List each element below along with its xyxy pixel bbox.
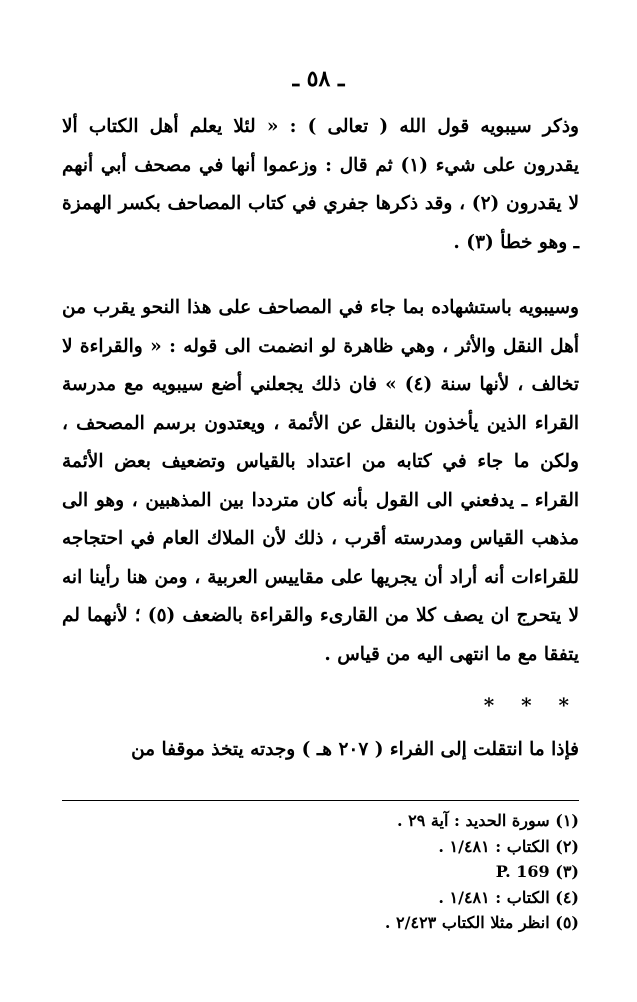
footnote-4: (٤) الكتاب : ١/٤٨١ . [438,887,579,907]
footnote-3: (٣) P. 169 [495,862,579,881]
body-text [62,108,579,769]
paragraph-sibawayh-analysis: وسيبويه باستشهاده بما جاء في المصاحف على هذا النحو يقرب من أهل النقل والأثر ، وهي ظاهرة لو انضمت الى قوله : « والقراءة لا تخالف ، لأنها سنة (٤) » فان ذلك يجعلني أضع سيبويه مع مدرسة القراء الذين يأخذون بالنقل عن الأئمة ، ويعتدون برسم المصحف ، ولكن ما جاء في كتابه من اعتداد بالقياس وتضعيف بعض الأئمة القراء ـ يدفعني الى القول بأنه كان مترددا بين المذهبين ، وهو الى مذهب القياس ومدرسته أقرب ، ذلك لأن الملاك العام في احتجاجه للقراءات أنه أراد أن يجريها على مقاييس العربية ، ومن هنا رأينا انه لا يتحرج ان يصف كلا من القارىء والقراءة بالضعف (٥) ؛ لأنهما لم يتفقا مع ما انتهى اليه من قياس . [62,297,580,665]
paragraph-gap [62,262,579,289]
footnotes-list [62,808,579,936]
footnote-2: (٢) الكتاب : ١/٤٨١ . [438,836,579,856]
paragraph-sibawayh-quote: وذكر سيبويه قول الله ( تعالى ) : « لئلا يعلم أهل الكتاب ألا يقدرون على شيء (١) ثم قال : وزعموا أنها في مصحف أبي أنهم لا يقدرون (٢) ، وقد ذكرها جفري في كتاب المصاحف بكسر الهمزة ـ وهو خطأ (٣) . [62,116,580,253]
footnote-1: (١) سورة الحديد : آية ٢٩ . [397,811,579,830]
footnote-divider [62,800,579,801]
paragraph-farra-intro: فإذا ما انتقلت إلى الفراء ( ٢٠٧ هـ ) وجدته يتخذ موقفا من [131,738,579,760]
footnote-5: (٥) انظر مثلا الكتاب ٢/٤٢٣ . [384,913,579,932]
page-number: ـ ٥٨ ـ [292,66,345,92]
section-separator: * * * [483,693,579,717]
